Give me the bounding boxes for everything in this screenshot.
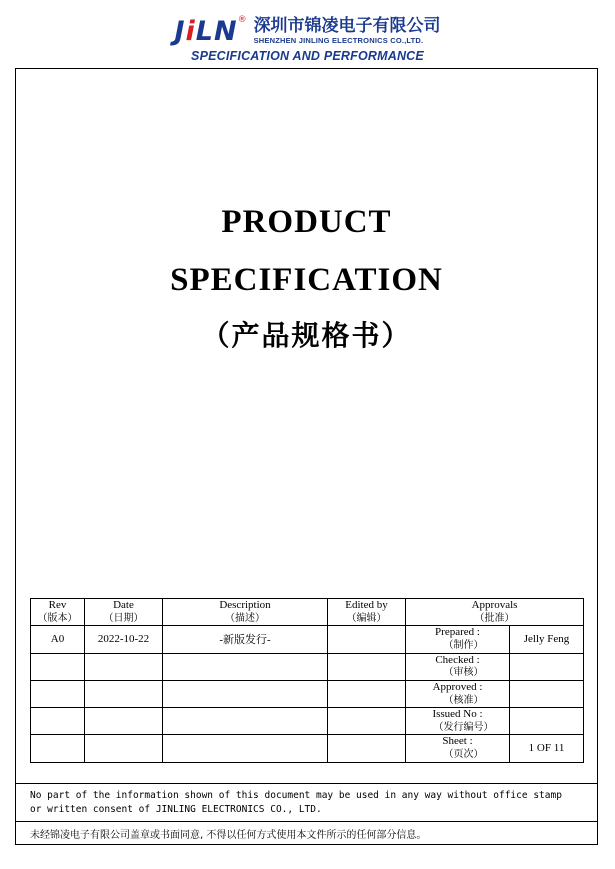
table-row (31, 708, 584, 735)
cell-edited-by (328, 626, 406, 653)
header-date: Date （日期） (85, 599, 163, 626)
logo-text: JiLN (174, 15, 238, 47)
cell-edited-by (328, 708, 406, 735)
cell-edited-by (328, 653, 406, 680)
table-row (31, 735, 584, 762)
approval-label-issued-no: Issued No : （发行编号） (406, 708, 510, 735)
approval-value-sheet: 1 OF 11 (510, 735, 584, 762)
header-approvals: Approvals （批准） (406, 599, 584, 626)
title-line-1: PRODUCT (221, 204, 392, 240)
approval-label-checked: Checked : （审核） (406, 653, 510, 680)
approval-value-checked (510, 653, 584, 680)
company-name-en: SHENZHEN JINLING ELECTRONICS CO.,LTD. (253, 35, 424, 45)
table-header-row (31, 599, 584, 626)
footer-divider (16, 783, 597, 784)
registered-trademark-icon: ® (237, 14, 248, 25)
approval-label-approved: Approved : （核准） (406, 680, 510, 707)
company-logo (0, 14, 615, 48)
approval-value-issued-no (510, 708, 584, 735)
cell-description (163, 708, 328, 735)
footer-divider-2 (16, 821, 597, 822)
footer-note-cn: 未经锦凌电子有限公司盖章或书面同意, 不得以任何方式使用本文件所示的任何部分信息。 (30, 830, 427, 841)
cell-description (163, 653, 328, 680)
header-edited-by: Edited by （编辑） (328, 599, 406, 626)
cell-edited-by (328, 735, 406, 762)
title-line-3-cn: （产品规格书） (201, 318, 412, 352)
cell-description (163, 680, 328, 707)
footer-note-en (30, 789, 583, 817)
cell-rev (31, 653, 85, 680)
page-frame (15, 68, 598, 845)
table-row (31, 680, 584, 707)
cell-date (85, 653, 163, 680)
revision-table (30, 598, 584, 763)
header-subtitle: SPECIFICATION AND PERFORMANCE (191, 49, 424, 63)
cell-rev (31, 735, 85, 762)
cell-rev (31, 680, 85, 707)
cell-description: -新版发行- (163, 626, 328, 653)
company-name-block (253, 15, 441, 45)
cell-date: 2022-10-22 (85, 626, 163, 653)
jiln-logo-mark (174, 14, 248, 47)
approval-value-approved (510, 680, 584, 707)
approval-label-sheet: Sheet : （页次） (406, 735, 510, 762)
title-line-2: SPECIFICATION (170, 261, 443, 298)
table-row (31, 653, 584, 680)
cell-date (85, 735, 163, 762)
cell-date (85, 708, 163, 735)
table-row (31, 626, 584, 653)
document-header (0, 14, 615, 63)
footer-note-en-line2: or written consent of JINLING ELECTRONICS CO., LTD. (30, 803, 322, 815)
cell-rev (31, 708, 85, 735)
cell-edited-by (328, 680, 406, 707)
cell-rev: A0 (31, 626, 85, 653)
header-description: Description （描述） (163, 599, 328, 626)
footer-note-en-line1: No part of the information shown of this document may be used in any way without office stamp (30, 790, 562, 801)
approval-value-prepared: Jelly Feng (510, 626, 584, 653)
approval-label-prepared: Prepared : （制作） (406, 626, 510, 653)
cell-description (163, 735, 328, 762)
page-title (16, 204, 597, 372)
header-rev: Rev （版本） (31, 599, 85, 626)
company-name-cn: 深圳市锦凌电子有限公司 (253, 15, 441, 36)
cell-date (85, 680, 163, 707)
